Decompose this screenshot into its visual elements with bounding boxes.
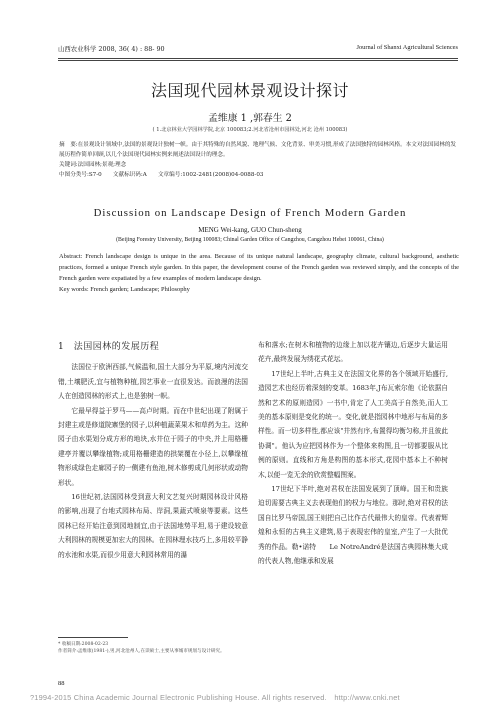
received-date: * 收稿日期:2008-02-23 xyxy=(58,642,109,647)
body-column-right xyxy=(258,338,448,569)
chinese-keywords: 关键词:法国园林;景观;理念 xyxy=(59,162,127,168)
body-paragraph: 它最早得益于罗马——高卢时期。而在中世纪出现了附属于封建主或是修道院寨堡的园子,以种植蔬菜果木和草药为主。这种园子由水渠划分成方形的地块,水井位于园子的中央,并上用格栅建亭并覆以攀缘植物;或用格栅建造的拱架覆在小径上,以攀缘植物形成绿色走廊园子的一侧建有鱼池,树木修剪成几何形状或动物形状。 xyxy=(58,406,248,487)
body-paragraph: 17世纪上半叶,古典主义在法国文化界的各个领域开始盛行,造园艺术也经历着深刻的变革。1683年,J布瓦索尔他《论依据自然和艺术的原则造园》一书中,肯定了人工美高于自然美,而人工美的基本原则是变化的统一。变化,就是指园林中地形与布局的多样性。而一切多样性,都应该"井然有序,布置得均衡匀称,并且彼此协调"。他认为应把园林作为一个整体来构图,且一切都要服从比例的原则。直线和方角是构图的基本形式,花园中基本上不种树木,以便一览无余的欣赏整幅图案。 xyxy=(258,369,449,479)
running-header xyxy=(58,44,458,56)
body-paragraph: 法国位于欧洲西部,气候温和,国土大部分为平原,境内河流交错,土壤肥沃,宜与植物种植,园艺事业一直很发达。而浪漫的法国人在创造园林的形式上,也是独树一帜。 xyxy=(58,363,248,401)
page-number: 88 xyxy=(58,680,65,687)
header-rule-secondary xyxy=(58,60,458,61)
journal-name-english: Journal of Shanxi Agricultural Sciences xyxy=(356,44,458,51)
author-bio: 作者简介:孟维康(1981-),男,河北沧州人,在读硕士,主要从事城市规划与设计研究。 xyxy=(58,649,225,654)
body-paragraph: 16世纪初,法国园林受到意大利文艺复兴时期园林设计风格的影响,出现了台地式园林布局、岸洞,果蔬式喷泉等要素。这些园林已经开始注意到园地制宜,由于法国地势平坦,易于建设较意大利园林的规模更加宏大的园林。在园林理水技巧上,多用较平静的水池和水渠,而很少用意大利园林常用的瀑 xyxy=(58,493,248,559)
english-keywords: Key words: French garden; Landscape; Philosophy xyxy=(59,286,190,293)
section-heading: 1 法国园林的发展历程 xyxy=(58,342,160,352)
body-paragraph: 17世纪下半叶,绝对君权在法国发展到了顶峰。国王和贵族迫切需要古典主义去表现他们的权力与地位。那时,绝对君权的法国自比罗马帝国,国王则把自己比作古代最伟大的皇帝。代表着辉煌和永恒的古典主义建筑,易于表现宏伟的皇室,产生了一大批优秀的作品。勒•诺特 Le NotreAndré是法国古典园林集大成的代表人物,他继承和发展 xyxy=(258,485,448,566)
english-authors: MENG Wei-kang, GUO Chun-sheng xyxy=(198,226,302,234)
english-title: Discussion on Landscape Design of French Modern Garden xyxy=(93,207,407,219)
english-abstract: Abstract: French landscape design is unique in the area. Because of its unique natural landscape, geography climate, cultural background, aesthetic practices, formed a unique French style garden. In this paper, the development course of the French garden was reviewed simply, and the concepts of the French garden were expatiated by a few examples of modern landscape design. xyxy=(59,253,459,282)
footnote-block xyxy=(58,641,438,655)
copyright-watermark: ?1994-2015 China Academic Journal Electronic Publishing House. All rights reserved. http://www.cnki.net xyxy=(30,693,400,702)
paper-title: 法国现代园林景观设计探讨 xyxy=(150,81,349,100)
body-paragraph: 布和落水;在树木和植物的边缘上加以花卉镶边,后逐步大量运用花卉,最终发展为绣花式花坛。 xyxy=(258,341,448,364)
header-rule xyxy=(58,58,458,59)
english-affiliation: (Beijing Forestry University, Beijing 100083; Chinal Garden Office of Cangzhou, Cangzhou Hebei 100061, China) xyxy=(116,237,384,243)
author-line: 孟维康 1 ,郭春生 2 xyxy=(208,113,292,124)
chinese-abstract-block xyxy=(59,140,459,180)
english-abstract-block xyxy=(59,251,459,295)
footnote-rule xyxy=(58,637,128,638)
author-affiliation: ( 1.北京林业大学园林学院,北京 100083;2.河北省沧州市园林处,河北 沧州 100083) xyxy=(152,127,348,133)
body-column-left xyxy=(58,338,248,562)
classification-info: 中图分类号:S7-0 文献标识码:A 文章编号:1002-2481(2008)04-0088-03 xyxy=(59,172,264,178)
journal-citation: 山西农业科学 2008, 36( 4) : 88- 90 xyxy=(58,45,165,53)
chinese-abstract: 摘 要:在景观设计领域中,法国的景观设计独树一帜。由于其特殊的自然风貌、地理气候、文化背景、审美习惯,形成了法国独特的园林风格。本文对法国园林的发展历程作简单回顾,以几个法国现代园林实例来阐述法国设计的理念。 xyxy=(59,142,457,158)
